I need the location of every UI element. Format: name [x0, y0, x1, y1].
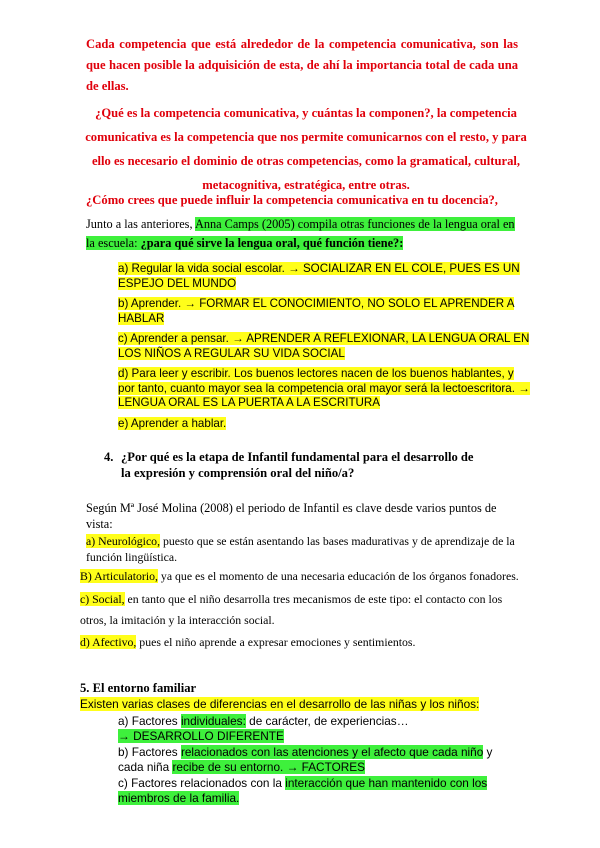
function-item — [118, 297, 530, 326]
section-4-number: 4. — [104, 450, 114, 464]
intro-paragraph: Cada competencia que está alrededor de la competencia comunicativa, son las que hacen posible la adquisición de esta, de ahí la importancia total de cada una de ellas. — [86, 37, 518, 93]
camps-paragraph — [86, 215, 516, 253]
aspects-list — [80, 534, 520, 650]
section-5-heading: 5. El entorno familiar — [80, 681, 197, 695]
factors-list — [118, 714, 518, 807]
question-docencia: ¿Cómo crees que puede influir la competencia comunicativa en tu docencia?, — [86, 193, 498, 207]
camps-highlight: Anna Camps (2005) compila otras funciones de la lengua oral en la escuela: — [86, 217, 515, 250]
camps-prefix: Junto a las anteriores, — [86, 217, 195, 231]
factor-a-result: → DESARROLLO DIFERENTE — [118, 728, 284, 743]
factor-c: c) Factores relacionados con la interacción que han mantenido con los miembros de la familia. — [118, 776, 488, 805]
section-5-lead: Existen varias clases de diferencias en el desarrollo de las niñas y los niños: — [80, 697, 480, 711]
aspect-social: c) Social, en tanto que el niño desarrolla tres mecanismos de este tipo: el contacto con los otros, la imitación y la interacción social. — [80, 591, 503, 627]
functions-list — [118, 262, 530, 437]
function-e: e) Aprender a hablar. — [118, 416, 227, 430]
section-4-title: ¿Por qué es la etapa de Infantil fundamental para el desarrollo de la expresión y comprensión oral del niño/a? — [121, 450, 474, 480]
function-c: c) Aprender a pensar. → APRENDER A REFLEXIONAR, LA LENGUA ORAL EN LOS NIÑOS A REGULAR SU VIDA SOCIAL — [118, 332, 530, 360]
factor-b: b) Factores relacionados con las atenciones y el afecto que cada niño y cada niña recibe de su entorno. → FACTORES — [118, 745, 493, 774]
aspect-afectivo: d) Afectivo, pues el niño aprende a expresar emociones y sentimientos. — [80, 634, 416, 649]
function-b: b) Aprender. → FORMAR EL CONOCIMIENTO, NO SOLO EL APRENDER A HABLAR — [118, 297, 514, 325]
function-item — [118, 417, 530, 432]
function-item — [118, 367, 530, 411]
function-item — [118, 262, 530, 291]
molina-paragraph: Según Mª José Molina (2008) el periodo de Infantil es clave desde varios puntos de vista: — [86, 501, 497, 531]
function-d: d) Para leer y escribir. Los buenos lectores nacen de los buenos hablantes, y por tanto, cuanto mayor sea la competencia oral mayor será la lectoescritora. → LENGUA ORAL ES LA PUERTA A LA ESCRITURA — [118, 367, 530, 409]
aspect-neurologico: a) Neurológico, puesto que se están asentando las bases madurativas y de aprendizaje de la función lingüística. — [86, 534, 515, 564]
factor-a: a) Factores individuales: de carácter, de experiencias… — [118, 714, 409, 728]
function-item — [118, 332, 530, 361]
aspect-articulatorio: B) Articulatorio, ya que es el momento de una necesaria educación de los órganos fonadores. — [80, 569, 519, 583]
function-a: a) Regular la vida social escolar. → SOCIALIZAR EN EL COLE, PUES ES UN ESPEJO DEL MUNDO — [118, 262, 520, 290]
camps-question: ¿para qué sirve la lengua oral, qué función tiene?: — [140, 236, 404, 250]
section-4-heading — [104, 449, 484, 481]
question-competencia-comunicativa: ¿Qué es la competencia comunicativa, y cuántas la componen?, la competencia comunicativa es la competencia que nos permite comunicarnos con el resto, y para ello es necesario el dominio de otras competencias, como la gramatical, cultural, metacognitiva, estratégica, entre otras. — [85, 106, 527, 192]
